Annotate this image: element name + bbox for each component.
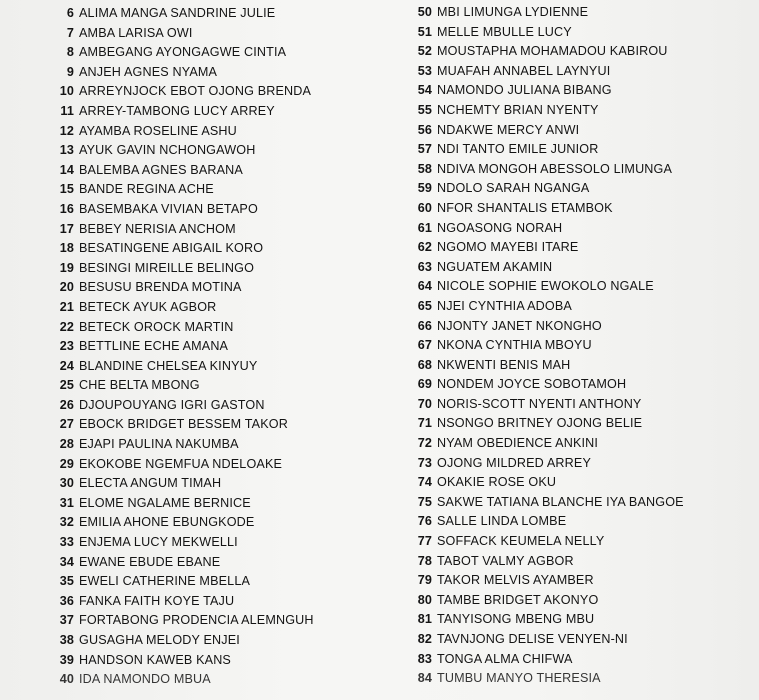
list-item-name: IDA NAMONDO MBUA <box>79 672 211 687</box>
list-item <box>410 180 750 200</box>
list-item <box>52 533 392 553</box>
list-item-number: 12 <box>59 123 74 138</box>
list-item <box>52 24 392 44</box>
list-item-name: TANYISONG MBENG MBU <box>437 612 595 627</box>
list-item-name: HANDSON KAWEB KANS <box>79 652 231 667</box>
list-item-number: 51 <box>417 24 432 39</box>
list-item-number: 52 <box>417 44 432 59</box>
list-item-number: 26 <box>59 397 74 412</box>
list-item-number: 72 <box>417 436 432 451</box>
list-item-number: 18 <box>59 241 74 256</box>
list-item-number: 28 <box>59 437 74 452</box>
list-item-name: NDI TANTO EMILE JUNIOR <box>437 142 599 157</box>
list-item-name: MELLE MBULLE LUCY <box>437 24 572 39</box>
list-item-name: EMILIA AHONE EBUNGKODE <box>79 515 255 530</box>
list-item-number: 31 <box>59 495 74 510</box>
list-item-name: BEBEY NERISIA ANCHOM <box>79 221 236 236</box>
list-item-number: 37 <box>59 613 74 628</box>
list-item-name: BETECK AYUK AGBOR <box>79 299 217 314</box>
list-item-name: GUSAGHA MELODY ENJEI <box>79 633 240 647</box>
list-item-number: 67 <box>417 338 432 353</box>
list-item-number: 84 <box>417 671 432 686</box>
list-item-number: 60 <box>417 201 432 216</box>
list-item <box>52 141 392 161</box>
list-item-name: NGUATEM AKAMIN <box>437 259 553 274</box>
list-item-name: ALIMA MANGA SANDRINE JULIE <box>79 6 276 20</box>
list-item-number: 33 <box>59 535 74 550</box>
list-item <box>410 669 750 689</box>
list-item-name: FANKA FAITH KOYE TAJU <box>79 593 235 608</box>
list-item <box>52 592 392 612</box>
list-item <box>410 82 750 102</box>
list-item-name: SALLE LINDA LOMBE <box>437 514 567 529</box>
list-item-number: 17 <box>59 221 74 236</box>
list-item-number: 59 <box>417 181 432 196</box>
list-item-number: 40 <box>59 672 74 687</box>
list-item-name: NORIS-SCOTT NYENTI ANTHONY <box>437 397 642 412</box>
list-item <box>410 258 750 278</box>
list-item-number: 29 <box>59 456 74 471</box>
list-item-name: CHE BELTA MBONG <box>79 378 200 393</box>
list-item <box>410 278 750 298</box>
list-item <box>410 434 750 454</box>
list-item-name: EKOKOBE NGEMFUA NDELOAKE <box>79 456 283 471</box>
list-item-name: ELECTA ANGUM TIMAH <box>79 476 222 491</box>
list-item-name: NFOR SHANTALIS ETAMBOK <box>437 201 613 216</box>
list-item <box>52 318 392 338</box>
list-item-number: 64 <box>417 279 432 294</box>
list-item-name: BALEMBA AGNES BARANA <box>79 162 243 177</box>
list-item-name: ELOME NGALAME BERNICE <box>79 495 251 510</box>
list-item-number: 21 <box>59 299 74 314</box>
list-item <box>410 140 750 160</box>
list-item-name: AYAMBA ROSELINE ASHU <box>79 123 237 138</box>
list-item <box>52 122 392 142</box>
list-item-name: NJEI CYNTHIA ADOBA <box>437 299 572 314</box>
list-item-number: 38 <box>59 633 74 647</box>
list-item <box>52 278 392 298</box>
list-item-number: 22 <box>59 319 74 334</box>
list-item <box>52 651 392 671</box>
list-item <box>52 220 392 240</box>
list-item <box>410 62 750 82</box>
list-item <box>410 571 750 591</box>
list-item <box>52 82 392 102</box>
list-item-name: ARREYNJOCK EBOT OJONG BRENDA <box>79 84 312 99</box>
list-item-number: 69 <box>417 377 432 392</box>
list-item <box>410 238 750 258</box>
list-item-name: NCHEMTY BRIAN NYENTY <box>437 103 599 118</box>
list-item-number: 9 <box>66 64 74 79</box>
list-item <box>52 572 392 592</box>
list-item-number: 54 <box>417 83 432 98</box>
list-item-name: NONDEM JOYCE SOBOTAMOH <box>437 377 627 392</box>
list-item <box>52 670 392 690</box>
list-item <box>52 180 392 200</box>
list-item-number: 76 <box>417 514 432 529</box>
list-item <box>52 415 392 435</box>
list-item-number: 55 <box>417 103 432 118</box>
list-item-name: FORTABONG PRODENCIA ALEMNGUH <box>79 613 314 628</box>
list-item-name: NKWENTI BENIS MAH <box>437 357 571 372</box>
list-item-name: BETTLINE ECHE AMANA <box>79 339 229 354</box>
list-item-name: OKAKIE ROSE OKU <box>437 475 557 490</box>
list-item-name: EJAPI PAULINA NAKUMBA <box>79 437 239 452</box>
list-item <box>52 631 392 651</box>
list-item-number: 13 <box>59 143 74 158</box>
list-item-name: TAVNJONG DELISE VENYEN-NI <box>437 632 628 647</box>
list-item <box>410 395 750 415</box>
list-item <box>52 4 392 24</box>
list-item <box>410 454 750 474</box>
list-item-number: 32 <box>59 515 74 530</box>
list-item-number: 8 <box>66 45 74 60</box>
list-item-number: 34 <box>59 554 74 569</box>
name-list-left-column <box>52 4 392 690</box>
list-item <box>410 317 750 337</box>
list-item-name: MBI LIMUNGA LYDIENNE <box>437 5 589 20</box>
list-item <box>52 513 392 533</box>
list-item <box>52 43 392 63</box>
list-item-name: TONGA ALMA CHIFWA <box>437 651 573 666</box>
list-item-name: BANDE REGINA ACHE <box>79 182 214 197</box>
list-item-number: 35 <box>59 574 74 589</box>
list-item-number: 20 <box>59 280 74 295</box>
list-item-name: TAKOR MELVIS AYAMBER <box>437 573 594 588</box>
name-list-right-column <box>410 4 750 690</box>
list-item-number: 11 <box>60 103 74 118</box>
list-item <box>410 160 750 180</box>
list-item-name: ARREY-TAMBONG LUCY ARREY <box>79 103 275 118</box>
list-item-name: NJONTY JANET NKONGHO <box>437 318 602 333</box>
list-item <box>52 298 392 318</box>
list-item-number: 77 <box>417 534 432 549</box>
list-item <box>410 611 750 631</box>
list-item-name: OJONG MILDRED ARREY <box>437 455 591 470</box>
list-item <box>410 101 750 121</box>
list-item-number: 53 <box>417 63 432 78</box>
list-item-number: 68 <box>417 357 432 372</box>
list-item-name: BESUSU BRENDA MOTINA <box>79 280 242 295</box>
list-item <box>410 219 750 239</box>
list-item-number: 61 <box>417 220 432 235</box>
list-item-number: 14 <box>59 162 74 177</box>
list-item-number: 83 <box>417 651 432 666</box>
list-item-name: NAMONDO JULIANA BIBANG <box>437 83 612 98</box>
list-item <box>52 474 392 494</box>
list-item-number: 30 <box>59 476 74 491</box>
list-item-name: AMBA LARISA OWI <box>79 25 193 40</box>
list-item-name: EWELI CATHERINE MBELLA <box>79 574 251 589</box>
list-item-name: BLANDINE CHELSEA KINYUY <box>79 358 258 373</box>
list-item-name: BESATINGENE ABIGAIL KORO <box>79 241 264 256</box>
list-item-name: NDIVA MONGOH ABESSOLO LIMUNGA <box>437 161 673 176</box>
list-item <box>52 435 392 455</box>
list-item-name: DJOUPOUYANG IGRI GASTON <box>79 397 265 412</box>
list-item-number: 74 <box>417 475 432 490</box>
list-item <box>410 42 750 62</box>
list-item <box>410 199 750 219</box>
list-item <box>410 473 750 493</box>
list-item-number: 10 <box>59 84 74 99</box>
list-item <box>52 239 392 259</box>
list-item <box>410 121 750 141</box>
list-item-name: EBOCK BRIDGET BESSEM TAKOR <box>79 417 288 432</box>
list-item-number: 16 <box>59 201 74 216</box>
list-item-number: 56 <box>417 122 432 137</box>
list-item-name: EWANE EBUDE EBANE <box>79 554 221 569</box>
list-item-name: AMBEGANG AYONGAGWE CINTIA <box>79 45 287 60</box>
list-item-number: 71 <box>417 416 432 431</box>
list-item <box>52 102 392 122</box>
list-item-name: MUAFAH ANNABEL LAYNYUI <box>437 63 611 78</box>
list-item-name: BESINGI MIREILLE BELINGO <box>79 260 255 275</box>
list-item-number: 70 <box>417 397 432 412</box>
list-item <box>410 375 750 395</box>
list-item <box>52 337 392 357</box>
list-item-number: 65 <box>417 299 432 314</box>
list-item <box>410 415 750 435</box>
list-item <box>52 63 392 83</box>
list-item <box>52 553 392 573</box>
list-item-name: NGOMO MAYEBI ITARE <box>437 240 579 255</box>
list-item-number: 39 <box>59 652 74 667</box>
list-item-name: TAMBE BRIDGET AKONYO <box>437 593 599 608</box>
list-item-name: SOFFACK KEUMELA NELLY <box>437 534 605 549</box>
list-item <box>410 552 750 572</box>
list-item-name: SAKWE TATIANA BLANCHE IYA BANGOE <box>437 495 684 510</box>
list-item <box>52 259 392 279</box>
list-item-name: NICOLE SOPHIE EWOKOLO NGALE <box>437 279 654 294</box>
list-item-number: 19 <box>59 260 74 275</box>
list-item-number: 80 <box>417 593 432 608</box>
list-item <box>52 396 392 416</box>
list-item-number: 27 <box>59 417 74 432</box>
list-item-number: 66 <box>417 318 432 333</box>
list-item-number: 73 <box>417 455 432 470</box>
list-item-number: 78 <box>417 553 432 568</box>
list-item-name: AYUK GAVIN NCHONGAWOH <box>79 143 256 158</box>
list-item-number: 25 <box>59 378 74 393</box>
list-item <box>52 455 392 475</box>
list-item-name: ANJEH AGNES NYAMA <box>79 64 218 79</box>
list-item <box>52 200 392 220</box>
list-item-number: 57 <box>417 142 432 157</box>
list-item-name: BASEMBAKA VIVIAN BETAPO <box>79 201 258 216</box>
list-item <box>52 357 392 377</box>
list-item <box>410 3 750 23</box>
list-item-number: 6 <box>66 6 74 20</box>
list-item-number: 81 <box>417 612 432 627</box>
list-item-name: NDOLO SARAH NGANGA <box>437 181 590 196</box>
list-item-number: 58 <box>417 161 432 176</box>
list-item <box>410 591 750 611</box>
list-item-number: 50 <box>417 5 432 20</box>
list-item-number: 24 <box>59 358 74 373</box>
list-item-name: TUMBU MANYO THERESIA <box>437 671 601 686</box>
list-item <box>410 297 750 317</box>
list-item-name: NYAM OBEDIENCE ANKINI <box>437 436 599 451</box>
list-item-number: 62 <box>417 240 432 255</box>
list-item-number: 75 <box>417 495 432 510</box>
list-item-name: BETECK OROCK MARTIN <box>79 319 234 334</box>
list-item <box>52 161 392 181</box>
list-item-number: 82 <box>417 632 432 647</box>
list-item-number: 36 <box>59 593 74 608</box>
list-item <box>410 23 750 43</box>
list-item <box>410 650 750 670</box>
list-item-name: NKONA CYNTHIA MBOYU <box>437 338 592 353</box>
list-item <box>410 336 750 356</box>
list-item <box>410 493 750 513</box>
list-item-number: 7 <box>66 25 74 40</box>
list-item <box>410 532 750 552</box>
list-item <box>410 356 750 376</box>
list-item-name: NGOASONG NORAH <box>437 220 563 235</box>
list-item-name: TABOT VALMY AGBOR <box>437 553 574 568</box>
list-item-number: 15 <box>59 182 74 197</box>
list-item <box>52 494 392 514</box>
list-item <box>410 630 750 650</box>
list-item-name: MOUSTAPHA MOHAMADOU KABIROU <box>437 44 668 59</box>
list-item-number: 23 <box>59 339 74 354</box>
list-item-number: 79 <box>417 573 432 588</box>
list-item <box>410 513 750 533</box>
list-item <box>52 376 392 396</box>
list-item-name: ENJEMA LUCY MEKWELLI <box>79 535 238 550</box>
list-item <box>52 611 392 631</box>
list-item-name: NSONGO BRITNEY OJONG BELIE <box>437 416 643 431</box>
list-item-name: NDAKWE MERCY ANWI <box>437 122 580 137</box>
list-item-number: 63 <box>417 259 432 274</box>
